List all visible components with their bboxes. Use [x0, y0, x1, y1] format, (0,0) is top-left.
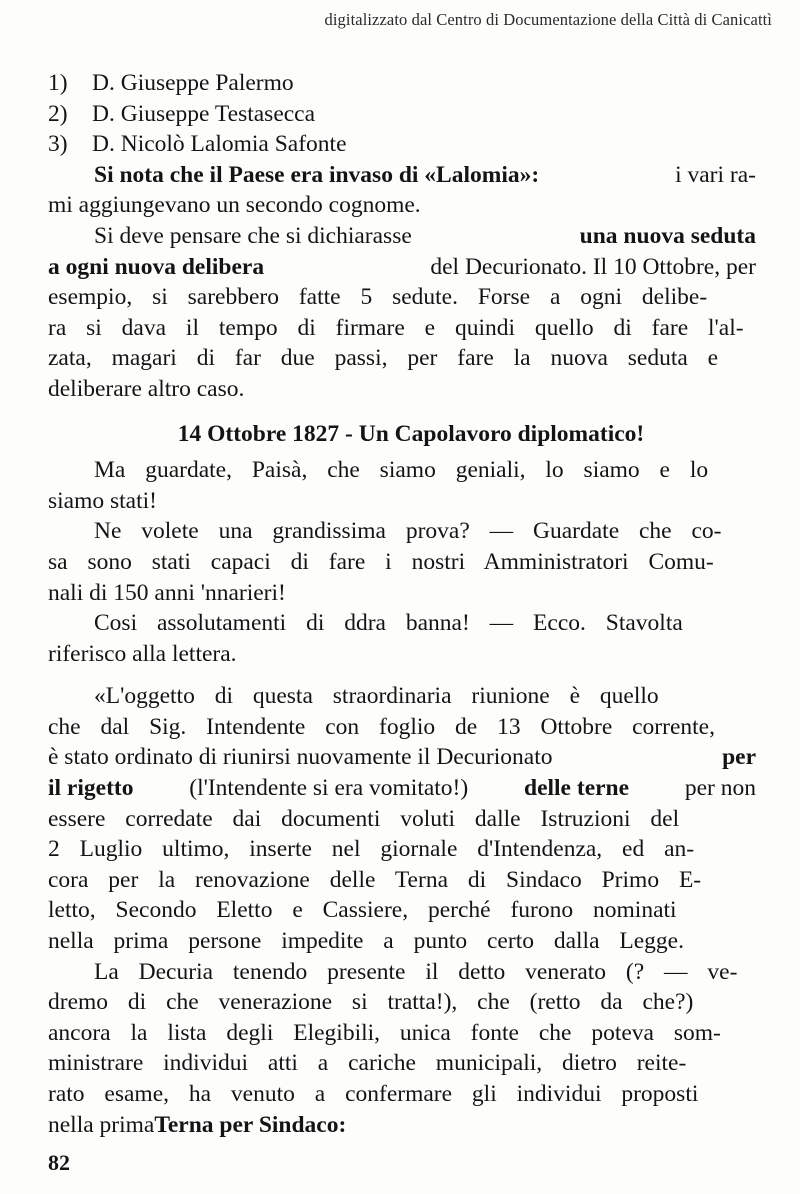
paragraph-line — [48, 957, 756, 988]
paragraph-line — [48, 639, 756, 670]
text-segment: siamo stati! — [48, 487, 157, 514]
text-segment: deliberare altro caso. — [48, 375, 245, 402]
bold-text: per — [722, 744, 756, 771]
text-segment: rato esame, ha venuto a confermare gli individui proposti — [48, 1081, 699, 1107]
text-segment: Cosi assolutamenti di ddra banna! — Ecco. Stavolta — [94, 610, 683, 637]
paragraph-line — [48, 343, 756, 374]
paragraph-line — [48, 313, 756, 344]
text-segment: «L'oggetto di questa straordinaria riunione è quello — [94, 683, 659, 710]
paragraph-line — [48, 160, 756, 191]
page-number: 82 — [48, 1150, 70, 1175]
text-segment: riferisco alla lettera. — [48, 640, 237, 667]
digitization-watermark: digitalizzato dal Centro di Documentazione della Città di Canicattì — [324, 10, 772, 29]
text-segment: nali di 150 anni 'nnarieri! — [48, 579, 286, 606]
text-segment: ra si dava il tempo di firmare e quindi quello di fare l'al- — [48, 314, 744, 341]
text-segment: La Decuria tenendo presente il detto venerato (? — ve- — [94, 958, 738, 985]
paragraph-line — [48, 987, 756, 1018]
list-item — [48, 129, 756, 160]
text-segment: Ma guardate, Paisà, che siamo geniali, lo siamo e lo — [94, 457, 709, 484]
bold-text: Si nota che il Paese era invaso di «Lalomia»: — [94, 161, 540, 188]
text-segment: essere corredate dai documenti voluti dalle Istruzioni del — [48, 805, 680, 832]
text-segment: (l'Intendente si era vomitato!) — [189, 775, 469, 802]
paragraph-line — [48, 282, 756, 313]
bold-text: a ogni nuova delibera — [48, 253, 265, 280]
text-segment: Si deve pensare che si dichiarasse — [94, 222, 412, 249]
section-heading: 14 Ottobre 1827 - Un Capolavoro diplomatico! — [177, 420, 645, 447]
paragraph-line — [48, 895, 756, 926]
text-segment: nella prima persone impedite a punto certo dalla Legge. — [48, 928, 684, 955]
text-segment: sa sono stati capaci di fare i nostri Amministratori Comu- — [48, 548, 714, 575]
paragraph-gap — [48, 669, 756, 681]
list-item-text: D. Giuseppe Testasecca — [92, 100, 316, 127]
paragraph-line — [48, 742, 756, 773]
paragraph-line — [48, 834, 756, 865]
paragraph-line — [48, 608, 756, 639]
paragraph-line — [48, 804, 756, 835]
text-segment: i vari ra- — [675, 161, 756, 188]
text-segment: Ne volete una grandissima prova? — Guardate che co- — [94, 518, 722, 545]
text-segment: è stato ordinato di riunirsi nuovamente il Decurionato — [48, 744, 553, 771]
text-segment: nella prima — [48, 1111, 155, 1138]
bold-text: una nuova seduta — [579, 222, 756, 249]
list-item — [48, 99, 756, 130]
text-segment: del Decurionato. Il 10 Ottobre, per — [430, 253, 756, 280]
list-item — [48, 68, 756, 99]
list-item-text: D. Giuseppe Palermo — [92, 70, 294, 96]
paragraph-line — [48, 252, 756, 283]
paragraph-line — [48, 486, 756, 517]
paragraph-line — [48, 681, 756, 712]
paragraph-line — [48, 865, 756, 896]
text-segment: dremo di che venerazione si tratta!), che (retto da che?) — [48, 989, 694, 1016]
text-segment: esempio, si sarebbero fatte 5 sedute. Forse a ogni delibe- — [48, 284, 708, 311]
text-segment: cora per la renovazione delle Terna di Sindaco Primo E- — [48, 866, 702, 893]
text-segment: letto, Secondo Eletto e Cassiere, perché furono nominati — [48, 897, 677, 924]
paragraph-line — [48, 712, 756, 743]
paragraph-line — [48, 1079, 756, 1110]
list-item-number: 1) — [48, 70, 68, 96]
bold-text: Terna per Sindaco: — [154, 1111, 347, 1138]
paragraph-line — [48, 1048, 756, 1079]
text-segment: zata, magari di far due passi, per fare la nuova seduta e — [48, 345, 719, 372]
text-segment: ministrare individui atti a cariche municipali, dietro reite- — [48, 1050, 687, 1077]
document-body — [48, 68, 756, 1140]
list-item-text: D. Nicolò Lalomia Safonte — [92, 131, 347, 158]
text-segment: mi aggiungevano un secondo cognome. — [48, 192, 421, 219]
bold-text: il rigetto — [48, 775, 134, 802]
paragraph-line — [48, 547, 756, 578]
paragraph-line — [48, 773, 756, 804]
paragraph-line — [48, 455, 756, 486]
text-segment: che dal Sig. Intendente con foglio de 13 Ottobre corrente, — [48, 713, 715, 740]
text-segment: ancora la lista degli Elegibili, unica fonte che poteva som- — [48, 1019, 721, 1046]
paragraph-line — [48, 516, 756, 547]
paragraph-line — [48, 221, 756, 252]
list-item-number: 2) — [48, 100, 68, 127]
text-segment: per non — [684, 775, 756, 802]
paragraph-line — [48, 1018, 756, 1049]
paragraph-line — [48, 374, 756, 405]
paragraph-line — [48, 578, 756, 609]
text-segment: 2 Luglio ultimo, inserte nel giornale d'Intendenza, ed an- — [48, 836, 695, 863]
bold-text: delle terne — [524, 775, 630, 802]
paragraph-line — [48, 926, 756, 957]
paragraph-line — [48, 1110, 756, 1141]
paragraph-line — [48, 190, 756, 221]
list-item-number: 3) — [48, 131, 68, 158]
